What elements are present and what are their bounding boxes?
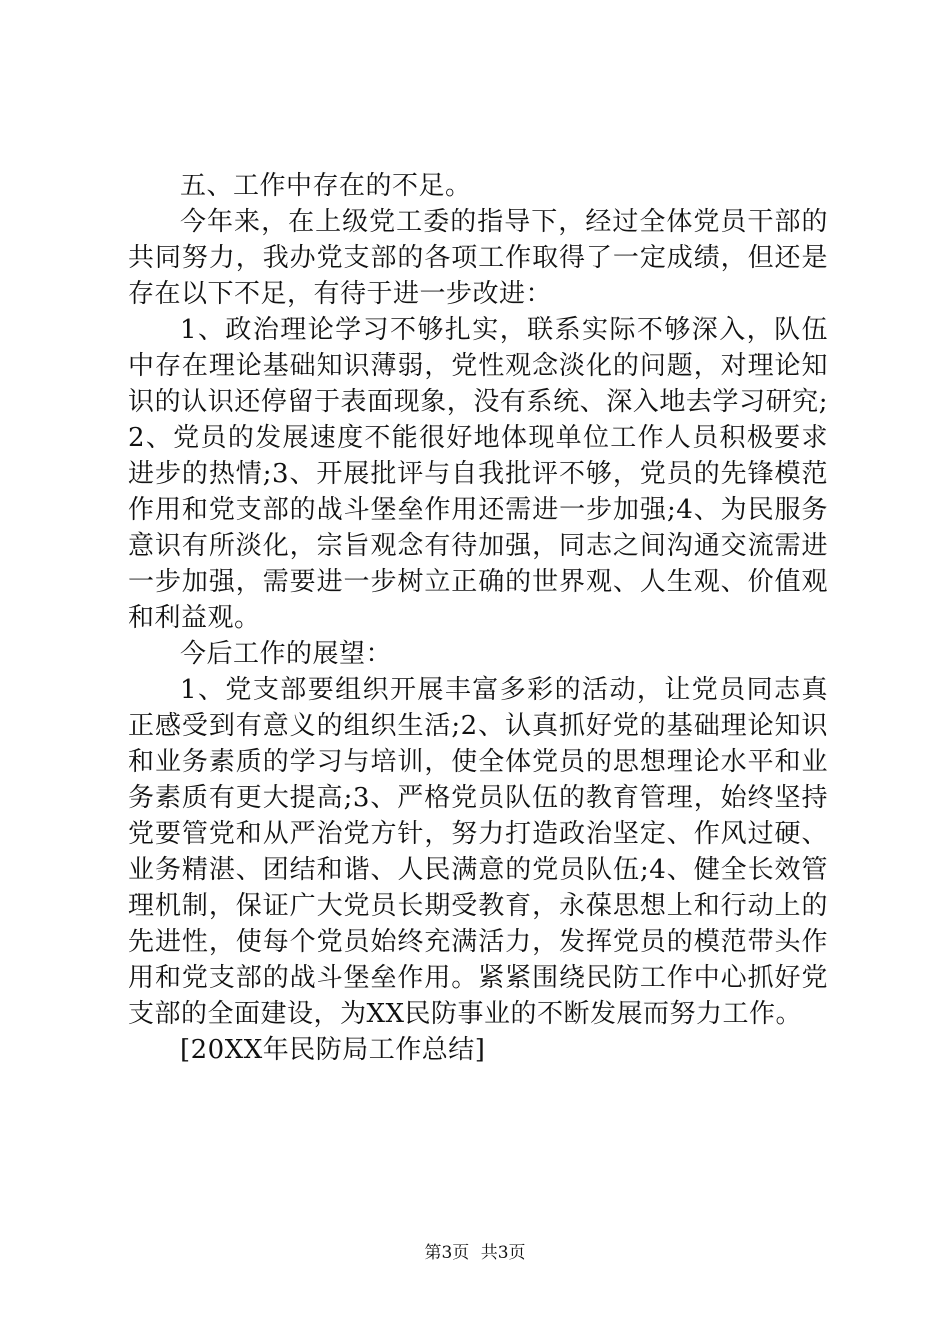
page-total: 共3页 [480, 1243, 526, 1263]
shortcomings-paragraph: 1、政治理论学习不够扎实，联系实际不够深入，队伍中存在理论基础知识薄弱，党性观念淡化的问题，对理论知识的认识还停留于表面现象，没有系统、深入地去学习研究;2、党员的发展速度不能很好地体现单位工作人员积极要求进步的热情;3、开展批评与自我批评不够，党员的先锋模范作用和党支部的战斗堡垒作用还需进一步加强;4、为民服务意识有所淡化，宗旨观念有待加强，同志之间沟通交流需进一步加强，需要进一步树立正确的世界观、人生观、价值观和利益观。 [128, 315, 828, 633]
document-title-note: [20XX年民防局工作总结] [180, 1035, 486, 1065]
page-footer [0, 1242, 950, 1264]
page-number: 第3页 [424, 1243, 470, 1263]
document-body [128, 168, 828, 1068]
outlook-paragraph: 1、党支部要组织开展丰富多彩的活动，让党员同志真正感受到有意义的组织生活;2、认真抓好党的基础理论知识和业务素质的学习与培训，使全体党员的思想理论水平和业务素质有更大提高;3、严格党员队伍的教育管理，始终坚持党要管党和从严治党方针，努力打造政治坚定、作风过硬、业务精湛、团结和谐、人民满意的党员队伍;4、健全长效管理机制，保证广大党员长期受教育，永葆思想上和行动上的先进性，使每个党员始终充满活力，发挥党员的模范带头作用和党支部的战斗堡垒作用。紧紧围绕民防工作中心抓好党支部的全面建设，为XX民防事业的不断发展而努力工作。 [128, 675, 828, 1029]
section-heading: 五、工作中存在的不足。 [180, 171, 472, 201]
outlook-heading: 今后工作的展望： [180, 639, 393, 669]
intro-paragraph: 今年来，在上级党工委的指导下，经过全体党员干部的共同努力，我办党支部的各项工作取得了一定成绩，但还是存在以下不足，有待于进一步改进： [128, 207, 828, 309]
